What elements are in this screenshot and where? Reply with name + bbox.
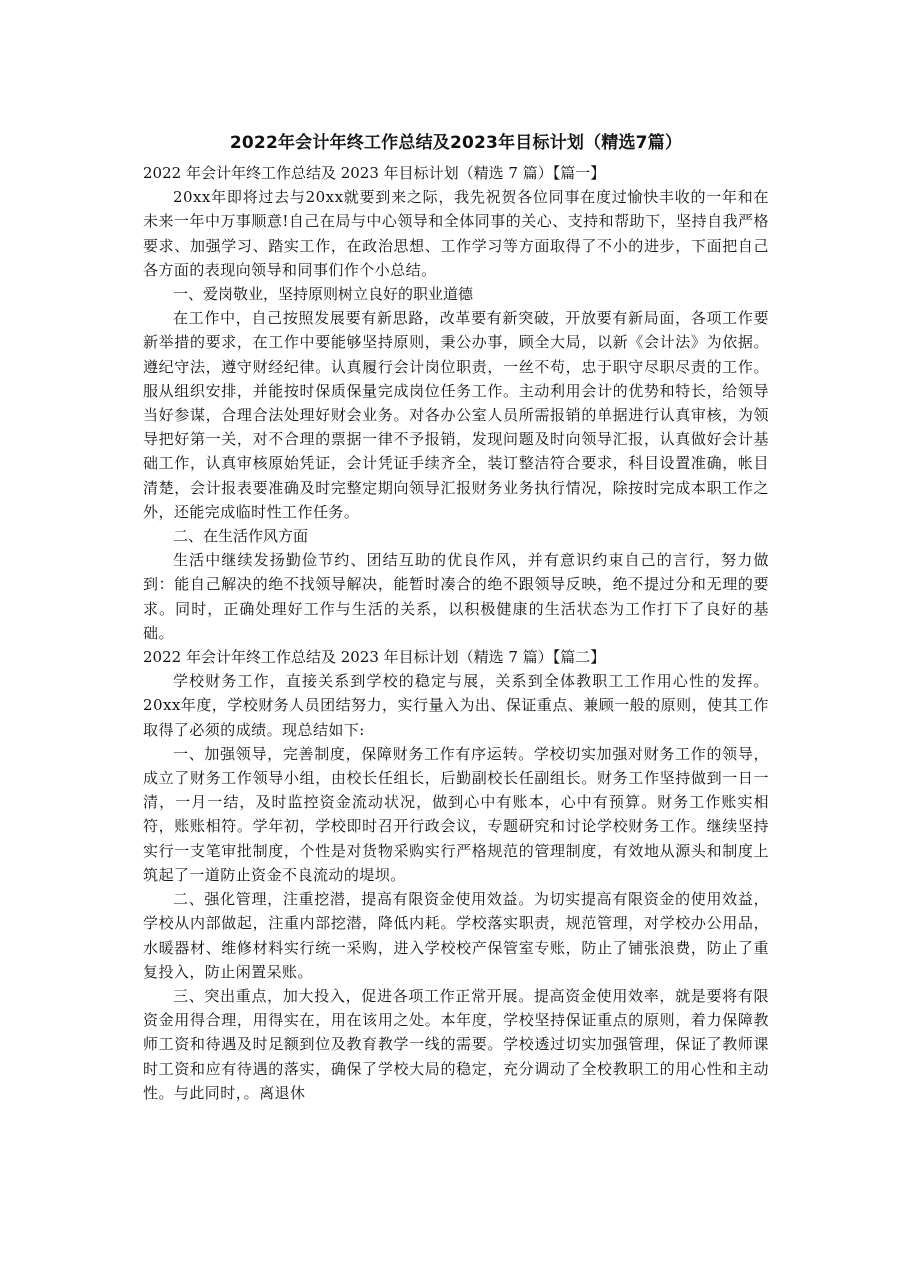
paragraph: 三、突出重点，加大投入，促进各项工作正常开展。提高资金使用效率，就是要将有限资金用得合理，用得实在，用在该用之处。本年度，学校坚持保证重点的原则，着力保障教师工资和待遇及时足额到位及教育教学一线的需要。学校透过切实加强管理，保证了教师课时工资和应有待遇的落实，确保了学校大局的稳定，充分调动了全校教职工的用心性和主动性。与此同时，。离退休: [143, 986, 769, 1102]
paragraph: 一、加强领导，完善制度，保障财务工作有序运转。学校切实加强对财务工作的领导，成立了财务工作领导小组，由校长任组长，后勤副校长任副组长。财务工作坚持做到一日一清，一月一结，及时监控资金流动状况，做到心中有账本，心中有预算。财务工作账实相符，账账相符。学年初，学校即时召开行政会议，专题研究和讨论学校财务工作。继续坚持实行一支笔审批制度，个性是对货物采购实行严格规范的管理制度，有效地从源头和制度上筑起了一道防止资金不良流动的堤坝。: [143, 744, 769, 884]
section-2: [143, 645, 769, 1105]
section-heading: 2022 年会计年终工作总结及 2023 年目标计划（精选 7 篇）【篇一】: [143, 164, 606, 182]
paragraph: 20xx年即将过去与20xx就要到来之际，我先祝贺各位同事在度过愉快丰收的一年和在未来一年中万事顺意!自己在局与中心领导和全体同事的关心、支持和帮助下，坚持自我严格要求、加强学习、踏实工作，在政治思想、工作学习等方面取得了不小的进步，下面把自己各方面的表现向领导和同事们作个小总结。: [143, 188, 769, 279]
document-page: [143, 130, 769, 1105]
paragraph: 学校财务工作，直接关系到学校的稳定与展，关系到全体教职工工作用心性的发挥。20xx年度，学校财务人员团结努力，实行量入为出、保证重点、兼顾一般的原则，使其工作取得了必须的成绩。现总结如下:: [143, 672, 769, 739]
paragraph: 在工作中，自己按照发展要有新思路，改革要有新突破，开放要有新局面，各项工作要新举措的要求，在工作中要能够坚持原则，秉公办事，顾全大局，以新《会计法》为依据。遵纪守法，遵守财经纪律。认真履行会计岗位职责，一丝不苟，忠于职守尽职尽责的工作。服从组织安排，并能按时保质保量完成岗位任务工作。主动利用会计的优势和特长，给领导当好参谋，合理合法处理好财会业务。对各办公室人员所需报销的单据进行认真审核，为领导把好第一关，对不合理的票据一律不予报销，发现问题及时向领导汇报，认真做好会计基础工作，认真审核原始凭证，会计凭证手续齐全，装订整洁符合要求，科目设置准确，帐目清楚，会计报表要准确及时完整定期向领导汇报财务业务执行情况，除按时完成本职工作之外，还能完成临时性工作任务。: [143, 309, 769, 521]
section-1: [143, 161, 769, 645]
section-heading: 2022 年会计年终工作总结及 2023 年目标计划（精选 7 篇）【篇二】: [143, 648, 606, 667]
document-title: 2022年会计年终工作总结及2023年目标计划（精选7篇）: [229, 133, 683, 153]
subheading: 二、在生活作风方面: [173, 527, 309, 546]
paragraph: 生活中继续发扬勤俭节约、团结互助的优良作风，并有意识约束自己的言行，努力做到：能自己解决的绝不找领导解决，能暂时凑合的绝不跟领导反映，绝不提过分和无理的要求。同时，正确处理好工作与生活的关系，以积极健康的生活状态为工作打下了良好的基础。: [143, 551, 769, 642]
paragraph: 二、强化管理，注重挖潜，提高有限资金使用效益。为切实提高有限资金的使用效益，学校从内部做起，注重内部挖潜，降低内耗。学校落实职责，规范管理，对学校办公用品，水暖器材、维修材料实行统一采购，进入学校校产保管室专账，防止了铺张浪费，防止了重复投入，防止闲置呆账。: [143, 890, 769, 981]
subheading: 一、爱岗敬业，坚持原则树立良好的职业道德: [173, 285, 474, 304]
